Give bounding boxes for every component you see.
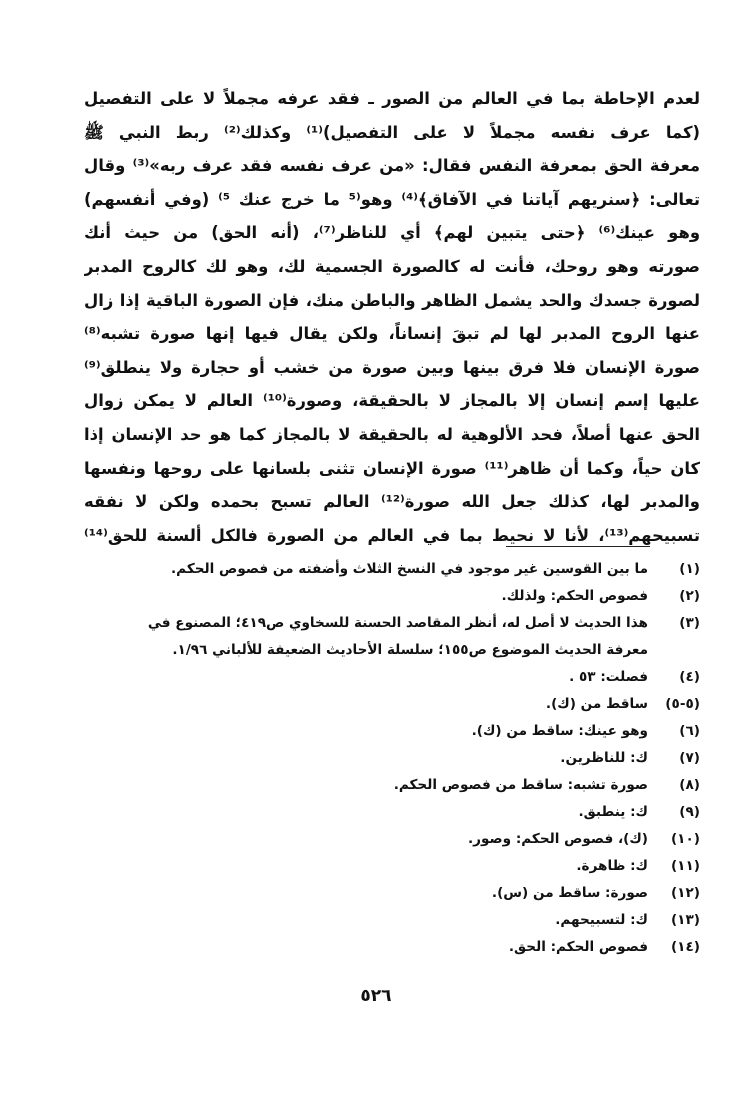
- footnote-number: (٧): [679, 750, 700, 766]
- footnote-text: ك: لتسبيحهم.: [555, 912, 648, 928]
- footnote: [90, 853, 700, 880]
- footnote-text: فصوص الحكم: ولذلك.: [501, 588, 648, 604]
- footnote-text: صورة: ساقط من (س).: [491, 885, 648, 901]
- footnote-number: (١١): [670, 858, 700, 874]
- footnote-text-wrap: [90, 610, 648, 664]
- footnote-number: (١٠): [670, 831, 700, 847]
- body-line: تسبيحهم⁽¹³⁾، لأنا لا نحيط بما في العالم من الصورة فالكل ألسنة للحق⁽¹⁴⁾: [84, 525, 700, 545]
- footnote: [90, 664, 700, 691]
- body-line: وهو عينك⁽⁶⁾ ﴿حتى يتبين لهم﴾ أي للناظر⁽⁷⁾، (أنه الحق) من حيث أنك: [84, 223, 700, 243]
- footnote-number: (١): [679, 561, 700, 577]
- footnote: [90, 772, 700, 799]
- footnote-number: (٨): [679, 777, 700, 793]
- body-line: عنها الروح المدبر لها لم تبقَ إنساناً، ولكن يقال فيها إنها صورة تشبه⁽⁸⁾: [84, 324, 700, 344]
- footnote-number: (٣): [679, 615, 700, 631]
- body-line: صورته وهو روحك، فأنت له كالصورة الجسمية لك، وهو لك كالروح المدبر: [84, 256, 700, 276]
- footnotes-block: [90, 556, 700, 961]
- footnote-text: (ك)، فصوص الحكم: وصور.: [467, 831, 648, 847]
- footnote: [90, 745, 700, 772]
- footnote: [90, 556, 700, 583]
- body-line: معرفة الحق بمعرفة النفس فقال: «من عرف نفسه فقد عرف ربه»⁽³⁾ وقال: [84, 156, 700, 176]
- page-number: ٥٢٦: [360, 986, 392, 1006]
- main-text-block: [84, 82, 700, 552]
- footnote-text: ساقط من (ك).: [545, 696, 648, 712]
- body-line: تعالى: ﴿سنريهم آياتنا في الآفاق﴾⁽⁴⁾ وهو⁽⁵ ما خرج عنك ⁵⁾ (وفي أنفسهم): [84, 189, 700, 209]
- footnote: [90, 907, 700, 934]
- footnote: [90, 799, 700, 826]
- footnote-number: (٦): [679, 723, 700, 739]
- footnote-number: (٤): [679, 669, 700, 685]
- footnote-text: ك: ينطبق.: [578, 804, 648, 820]
- footnote-number: (٥-٥): [665, 696, 700, 712]
- footnote-text: صورة تشبه: ساقط من فصوص الحكم.: [393, 777, 648, 793]
- footnote: [90, 934, 700, 961]
- body-line: صورة الإنسان فلا فرق بينها وبين صورة من خشب أو حجارة ولا ينطلق⁽⁹⁾: [84, 357, 700, 377]
- footnote-text: هذا الحديث لا أصل له، أنظر المقاصد الحسنة للسخاوي ص٤١٩؛ المصنوع في: [147, 615, 648, 631]
- body-line: كان حياً، وكما أن ظاهر⁽¹¹⁾ صورة الإنسان تثنى بلسانها على روحها ونفسها: [84, 458, 700, 478]
- footnote-text: ك: للناظرين.: [560, 750, 648, 766]
- footnote-number: (٩): [679, 804, 700, 820]
- footnote-number: (١٤): [670, 939, 700, 955]
- body-line: لصورة جسدك والحد يشمل الظاهر والباطن منك، فإن الصورة الباقية إذا زال: [84, 290, 700, 310]
- footnote: [90, 880, 700, 907]
- footnote-text-continued: معرفة الحديث الموضوع ص١٥٥؛ سلسلة الأحاديث الضعيفة للألباني ١/٩٦.: [172, 642, 648, 658]
- footnote-text: ما بين القوسين غير موجود في النسخ الثلاث وأضفته من فصوص الحكم.: [171, 561, 648, 577]
- body-line: لعدم الإحاطة بما في العالم من الصور ـ فقد عرفه مجملاً لا على التفصيل: [84, 89, 700, 108]
- body-line: عليها إسم إنسان إلا بالمجاز لا بالحقيقة، وصورة⁽¹⁰⁾ العالم لا يمكن زوال: [84, 391, 700, 411]
- footnote-divider: [506, 546, 650, 547]
- footnote: [90, 583, 700, 610]
- footnote-text: وهو عينك: ساقط من (ك).: [471, 723, 648, 739]
- body-line: والمدبر لها، كذلك جعل الله صورة⁽¹²⁾ العالم تسبح بحمده ولكن لا نفقه: [84, 492, 700, 512]
- footnote: [90, 826, 700, 853]
- footnote-text: فصوص الحكم: الحق.: [508, 939, 648, 955]
- footnote-text: ك: ظاهرة.: [576, 858, 648, 874]
- body-line: (كما عرف نفسه مجملاً لا على التفصيل)⁽¹⁾ وكذلك⁽²⁾ ربط النبي ﷺ: [84, 122, 700, 142]
- footnote: [90, 610, 700, 664]
- footnote-number: (١٢): [670, 885, 700, 901]
- footnote-number: (١٣): [670, 912, 700, 928]
- footnote: [90, 718, 700, 745]
- footnote-number: (٢): [679, 588, 700, 604]
- footnote-text: فصلت: ٥٣ .: [569, 669, 648, 685]
- footnote: [90, 691, 700, 718]
- body-line: الحق عنها أصلاً، فحد الألوهية له بالحقيقة لا بالمجاز كما هو حد الإنسان إذا: [84, 424, 700, 444]
